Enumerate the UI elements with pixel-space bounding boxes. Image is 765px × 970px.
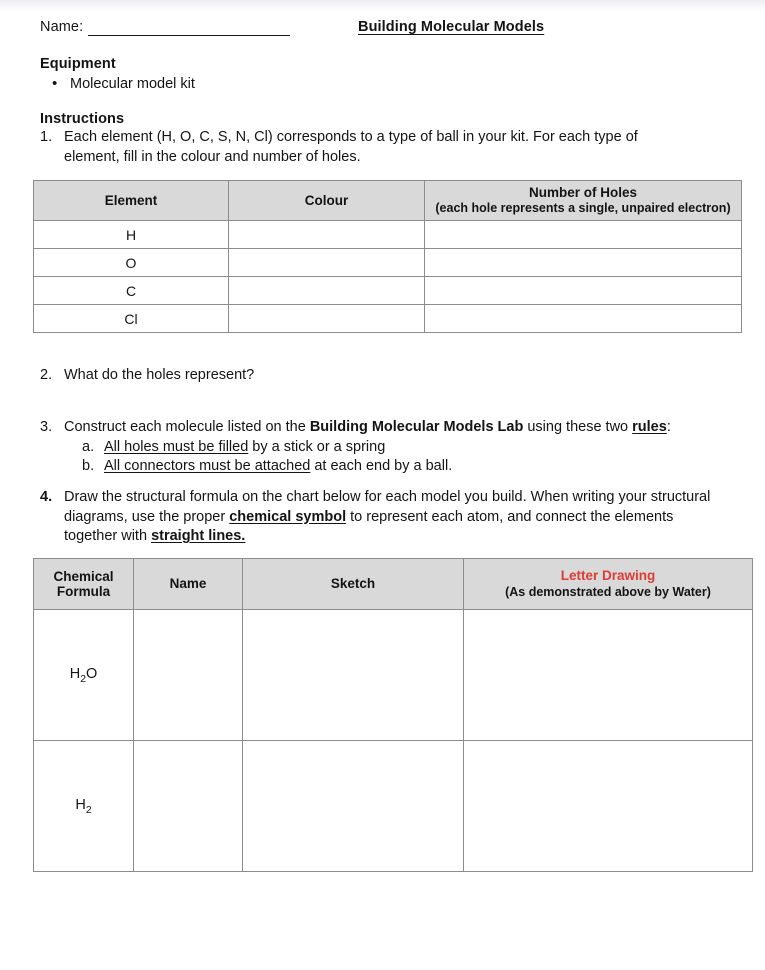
instruction-4-text <box>64 488 720 547</box>
instruction-2-text: What do the holes represent? <box>64 367 255 383</box>
lab-title-emphasis: Building Molecular Models Lab <box>309 419 524 435</box>
holes-answer-cell[interactable] <box>425 305 742 333</box>
column-header-name: Name <box>134 559 243 610</box>
instruction-3-mid: using these two <box>523 419 633 435</box>
element-symbol-cell: O <box>34 249 229 277</box>
table-row <box>34 741 753 872</box>
instruction-4-part-2: to represent each atom, and connect the elements together with <box>64 508 674 544</box>
column-header-chemical-formula: Chemical Formula <box>34 559 134 610</box>
instruction-3-sublist <box>64 438 730 477</box>
rule-a-underlined: All holes must be filled <box>104 438 249 455</box>
column-header-letter-drawing <box>464 559 753 610</box>
table-header-row <box>34 181 742 221</box>
elements-table <box>33 180 742 333</box>
holes-answer-cell[interactable] <box>425 221 742 249</box>
rules-emphasis: rules <box>632 419 667 435</box>
holes-subtitle: (each hole represents a single, unpaired electron) <box>435 201 731 215</box>
letter-drawing-subtitle: (As demonstrated above by Water) <box>505 585 711 599</box>
instruction-1-text: Each element (H, O, C, S, N, Cl) corresponds to a type of ball in your kit. For each type of element, fill in the colour and number of holes. <box>64 129 638 165</box>
instruction-item-1 <box>40 128 690 167</box>
rule-b-rest: at each end by a ball. <box>310 458 453 474</box>
element-symbol-cell: H <box>34 221 229 249</box>
column-header-colour: Colour <box>229 181 425 221</box>
instruction-3-text <box>64 418 730 477</box>
letter-drawing-answer-cell[interactable] <box>464 610 753 741</box>
formula-main: H <box>69 665 81 682</box>
element-symbol-cell: C <box>34 277 229 305</box>
instruction-item-3 <box>40 418 730 477</box>
name-answer-cell[interactable] <box>134 741 243 872</box>
rule-b-underlined: All connectors must be attached <box>104 458 311 474</box>
equipment-list-item: • Molecular model kit <box>70 76 195 92</box>
instructions-heading: Instructions <box>40 111 125 127</box>
instruction-4-part-1: Draw the structural formula on the chart below for each model you build. When writing your structural diagrams, use the proper <box>64 489 711 525</box>
column-header-sketch: Sketch <box>243 559 464 610</box>
colour-answer-cell[interactable] <box>229 277 425 305</box>
sketch-answer-cell[interactable] <box>243 741 464 872</box>
formula-subscript: 2 <box>85 804 92 816</box>
sketch-answer-cell[interactable] <box>243 610 464 741</box>
colour-answer-cell[interactable] <box>229 221 425 249</box>
equipment-heading: Equipment <box>40 56 116 72</box>
sublist-b-letter: b. <box>82 458 95 474</box>
instruction-item-4 <box>40 488 720 547</box>
formula-cell-water <box>34 610 134 741</box>
rule-a-rest: by a stick or a spring <box>248 438 386 455</box>
holes-title: Number of Holes <box>528 185 637 200</box>
table-header-row <box>34 559 753 610</box>
name-row <box>40 18 735 42</box>
instruction-3-lead: Construct each molecule listed on the <box>64 419 310 435</box>
element-symbol-cell: Cl <box>34 305 229 333</box>
table-row <box>34 221 742 249</box>
table-row <box>34 249 742 277</box>
instruction-item-2 <box>40 366 640 386</box>
formula-main: H <box>75 796 86 813</box>
scan-edge-band <box>0 0 765 11</box>
page-title: Building Molecular Models <box>358 19 545 35</box>
models-chart-table <box>33 558 753 872</box>
colour-answer-cell[interactable] <box>229 305 425 333</box>
letter-drawing-title: Letter Drawing <box>560 568 656 583</box>
name-blank-line[interactable] <box>88 35 290 36</box>
formula-cell-hydrogen <box>34 741 134 872</box>
table-row <box>34 277 742 305</box>
column-header-element: Element <box>34 181 229 221</box>
sublist-a-letter: a. <box>82 438 95 455</box>
instruction-4-number: 4. <box>40 489 53 505</box>
letter-drawing-answer-cell[interactable] <box>464 741 753 872</box>
colour-answer-cell[interactable] <box>229 249 425 277</box>
holes-answer-cell[interactable] <box>425 249 742 277</box>
name-answer-cell[interactable] <box>134 610 243 741</box>
instruction-1-number: 1. <box>40 129 53 145</box>
table-row <box>34 610 753 741</box>
formula-subscript: 2 <box>80 673 86 685</box>
straight-lines-emphasis: straight lines. <box>151 528 246 544</box>
name-label: Name: <box>40 19 84 35</box>
column-header-number-of-holes <box>425 181 742 221</box>
instruction-2-number: 2. <box>40 367 53 383</box>
formula-tail: O <box>86 665 98 682</box>
sublist-item-b <box>64 457 730 477</box>
holes-answer-cell[interactable] <box>425 277 742 305</box>
instruction-3-number: 3. <box>40 419 53 435</box>
sublist-item-a <box>64 438 730 458</box>
chemical-symbol-emphasis: chemical symbol <box>229 508 347 525</box>
instruction-3-colon: : <box>666 419 671 435</box>
table-row <box>34 305 742 333</box>
